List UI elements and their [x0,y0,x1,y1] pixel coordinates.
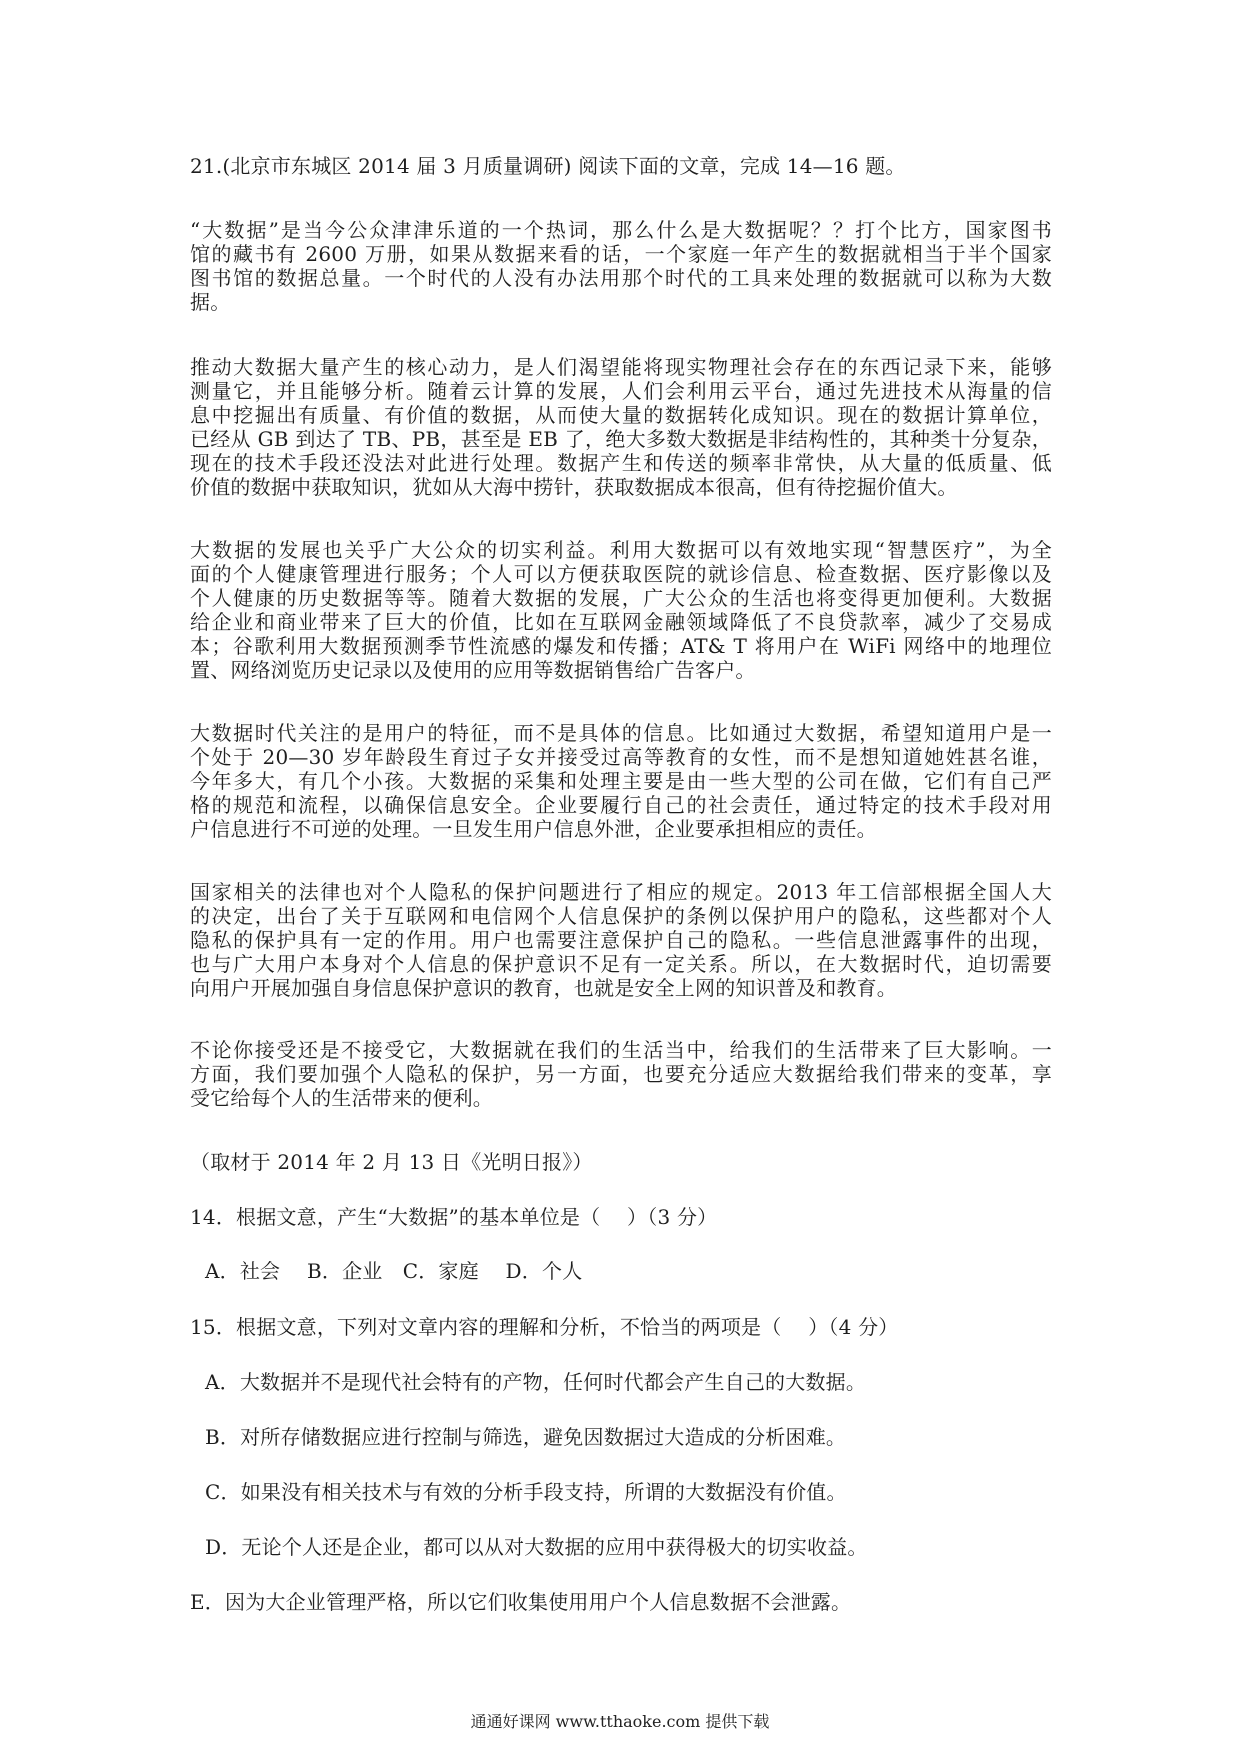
paragraph-line: 价值的数据中获取知识，犹如从大海中捞针，获取数据成本很高，但有待挖掘价值大。 [190,475,958,499]
page-footer: 通通好课网 www.tthaoke.com 提供下载 [470,1712,770,1731]
paragraph-line: 的决定，出台了关于互联网和电信网个人信息保护的条例以保护用户的隐私，这些都对个人 [190,904,1052,928]
paragraph-line: 格的规范和流程，以确保信息安全。企业要履行自己的社会责任，通过特定的技术手段对用 [190,793,1052,817]
paragraph-line: 已经从 GB 到达了 TB、PB，甚至是 EB 了，绝大多数大数据是非结构性的，其种类十分复杂， [190,427,1052,451]
paragraph-line: 给企业和商业带来了巨大的价值，比如在互联网金融领域降低了不良贷款率，减少了交易成 [190,610,1052,634]
paragraph-line: 测量它，并且能够分析。随着云计算的发展，人们会利用云平台，通过先进技术从海量的信 [190,379,1052,403]
question-15-option-e: E．因为大企业管理严格，所以它们收集使用用户个人信息数据不会泄露。 [190,1590,852,1614]
paragraph-line: 图书馆的数据总量。一个时代的人没有办法用那个时代的工具来处理的数据就可以称为大数 [190,266,1052,290]
paragraph-line: 不论你接受还是不接受它，大数据就在我们的生活当中，给我们的生活带来了巨大影响。一 [190,1038,1052,1062]
question-14-options: A．社会 B．企业 C．家庭 D．个人 [205,1259,583,1283]
paragraph-line: 面的个人健康管理进行服务；个人可以方便获取医院的就诊信息、检查数据、医疗影像以及 [190,562,1052,586]
paragraph-line: 方面，我们要加强个人隐私的保护，另一方面，也要充分适应大数据给我们带来的变革，享 [190,1062,1052,1086]
paragraph-line: 个人健康的历史数据等等。随着大数据的发展，广大公众的生活也将变得更加便利。大数据 [190,586,1052,610]
paragraph-line: 大数据的发展也关乎广大公众的切实利益。利用大数据可以有效地实现“智慧医疗”，为全 [190,538,1052,562]
paragraph-line: 馆的藏书有 2600 万册，如果从数据来看的话，一个家庭一年产生的数据就相当于半个国家 [190,242,1052,266]
paragraph-line: 受它给每个人的生活带来的便利。 [190,1086,493,1110]
paragraph-line: 也与广大用户本身对个人信息的保护意识不足有一定关系。所以，在大数据时代，迫切需要 [190,952,1052,976]
question-15-stem: 15．根据文意，下列对文章内容的理解和分析，不恰当的两项是（ ）（4 分） [190,1315,899,1339]
question-15-option-b: B．对所存储数据应进行控制与筛选，避免因数据过大造成的分析困难。 [205,1425,847,1449]
source-citation: （取材于 2014 年 2 月 13 日《光明日报》） [190,1150,593,1174]
paragraph-line: 现在的技术手段还没法对此进行处理。数据产生和传送的频率非常快，从大量的低质量、低 [190,451,1052,475]
paragraph-line: 个处于 20—30 岁年龄段生育过子女并接受过高等教育的女性，而不是想知道她姓甚名谁， [190,745,1052,769]
paragraph-line: 据。 [190,290,231,314]
question-15-option-c: C．如果没有相关技术与有效的分析手段支持，所谓的大数据没有价值。 [205,1480,847,1504]
question-heading: 21.(北京市东城区 2014 届 3 月质量调研) 阅读下面的文章，完成 14—16 题。 [190,154,906,178]
paragraph-line: 置、网络浏览历史记录以及使用的应用等数据销售给广告客户。 [190,658,756,682]
paragraph-line: 国家相关的法律也对个人隐私的保护问题进行了相应的规定。2013 年工信部根据全国人大 [190,880,1052,904]
question-15-option-a: A．大数据并不是现代社会特有的产物，任何时代都会产生自己的大数据。 [205,1370,867,1394]
paragraph-line: 户信息进行不可逆的处理。一旦发生用户信息外泄，企业要承担相应的责任。 [190,817,877,841]
paragraph-line: 向用户开展加强自身信息保护意识的教育，也就是安全上网的知识普及和教育。 [190,976,897,1000]
paragraph-line: 今年多大，有几个小孩。大数据的采集和处理主要是由一些大型的公司在做，它们有自己严 [190,769,1052,793]
paragraph-line: 隐私的保护具有一定的作用。用户也需要注意保护自己的隐私。一些信息泄露事件的出现， [190,928,1052,952]
paragraph-line: 推动大数据大量产生的核心动力，是人们渴望能将现实物理社会存在的东西记录下来，能够 [190,355,1052,379]
paragraph-line: 本；谷歌利用大数据预测季节性流感的爆发和传播；AT& T 将用户在 WiFi 网络中的地理位 [190,634,1052,658]
paragraph-line: “大数据”是当今公众津津乐道的一个热词，那么什么是大数据呢？？打个比方，国家图书 [190,218,1052,242]
paragraph-line: 大数据时代关注的是用户的特征，而不是具体的信息。比如通过大数据，希望知道用户是一 [190,721,1052,745]
question-15-option-d: D．无论个人还是企业，都可以从对大数据的应用中获得极大的切实收益。 [205,1535,868,1559]
paragraph-line: 息中挖掘出有质量、有价值的数据，从而使大量的数据转化成知识。现在的数据计算单位， [190,403,1052,427]
question-14-stem: 14．根据文意，产生“大数据”的基本单位是（ ）（3 分） [190,1205,718,1229]
